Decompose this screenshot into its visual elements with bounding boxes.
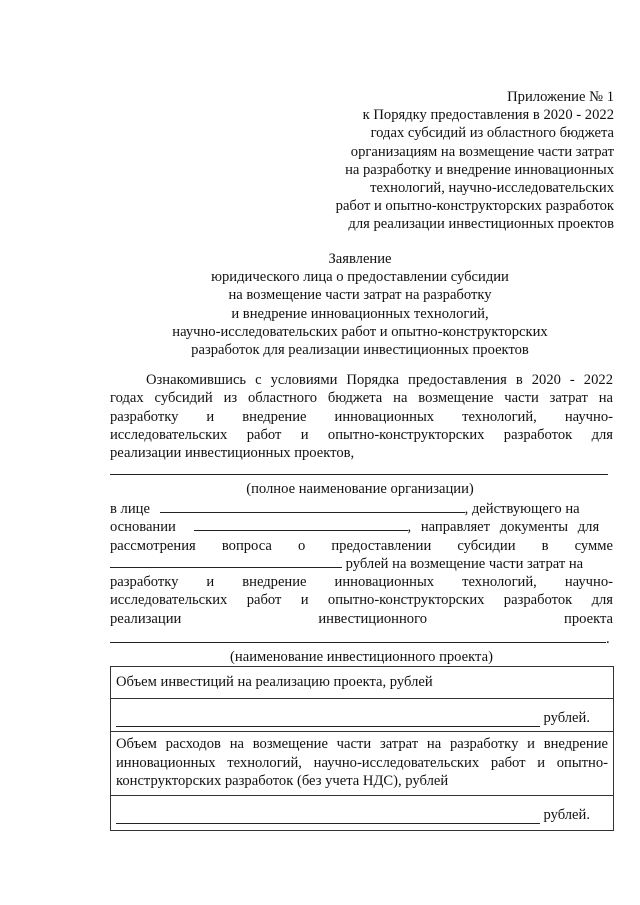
basis-label: основании: [110, 519, 176, 536]
title-line: Заявление: [328, 251, 392, 267]
appendix-line: годах субсидий из областного бюджета: [370, 125, 614, 142]
basis-field[interactable]: [194, 518, 408, 531]
in-person-label: в лице: [110, 501, 150, 517]
org-line: разработку и внедрение инновационных технологий, научно-: [110, 574, 613, 591]
appendix-line: технологий, научно-исследовательских: [370, 180, 614, 197]
title-line: и внедрение инновационных технологий,: [231, 305, 489, 322]
amount-field[interactable]: [110, 555, 342, 568]
org-name-caption: (полное наименование организации): [246, 481, 474, 498]
appendix-line: к Порядку предоставления в 2020 - 2022: [362, 107, 614, 124]
intro-line: реализации инвестиционных проектов,: [110, 445, 355, 462]
intro-paragraph: [110, 371, 613, 462]
intro-line: разработку и внедрение инновационных технологий, научно-: [110, 408, 613, 425]
row2-unit: рублей.: [543, 806, 590, 823]
row1-label: Объем инвестиций на реализацию проекта, рублей: [116, 674, 433, 690]
row2-label-line: конструкторских разработок (без учета НДС), рублей: [116, 773, 449, 789]
period-mark: .: [606, 631, 610, 648]
row1-unit: рублей.: [543, 709, 590, 726]
title-line: разработок для реализации инвестиционных проектов: [191, 342, 529, 359]
appendix-header: [284, 88, 614, 234]
intro-line: Ознакомившись с условиями Порядка предоставления в 2020 - 2022: [146, 372, 613, 388]
org-line: реализации инвестиционного проекта: [110, 610, 613, 627]
title-line: на возмещение части затрат на разработку: [228, 287, 492, 304]
representative-field[interactable]: [160, 500, 465, 513]
row2-label-line: Объем расходов на возмещение части затрат на разработку и внедрение: [116, 736, 608, 752]
appendix-line: для реализации инвестиционных проектов: [348, 216, 614, 233]
sends-label: , направляет документы для: [407, 519, 600, 536]
org-line: исследовательских работ и опытно-конструкторских разработок для: [110, 592, 613, 609]
rubles-for-label: рублей на возмещение части затрат на: [345, 555, 584, 572]
org-name-field[interactable]: [110, 462, 608, 475]
row2-label-line: инновационных технологий, научно-исследовательских работ и опытно-: [116, 754, 608, 771]
title-line: научно-исследовательских работ и опытно-конструкторских: [172, 323, 548, 340]
appendix-line: на разработку и внедрение инновационных: [345, 161, 614, 178]
document-title: [100, 250, 620, 359]
intro-line: исследовательских работ и опытно-конструкторских разработок для: [110, 426, 613, 443]
acting-label: , действующего на: [464, 501, 580, 517]
appendix-line: Приложение № 1: [507, 89, 614, 105]
row2-label: [111, 731, 613, 795]
investment-amount-field[interactable]: [116, 714, 540, 727]
org-name-block: [110, 462, 610, 499]
appendix-line: работ и опытно-конструкторских разработок: [335, 198, 614, 215]
project-name-field[interactable]: [110, 630, 606, 643]
row1-value-row: [111, 698, 613, 732]
expenses-amount-field[interactable]: [116, 811, 540, 824]
title-line: юридического лица о предоставлении субсидии: [211, 269, 509, 286]
intro-line: годах субсидий из областного бюджета на возмещение части затрат на: [110, 390, 613, 407]
appendix-line: организациям на возмещение части затрат: [350, 143, 614, 160]
project-name-caption: (наименование инвестиционного проекта): [230, 649, 493, 666]
org-details-paragraph: [110, 500, 613, 667]
investment-table: [110, 666, 614, 831]
org-line: рассмотрения вопроса о предоставлении субсидии в сумме: [110, 537, 613, 554]
row2-value-row: [111, 795, 613, 831]
